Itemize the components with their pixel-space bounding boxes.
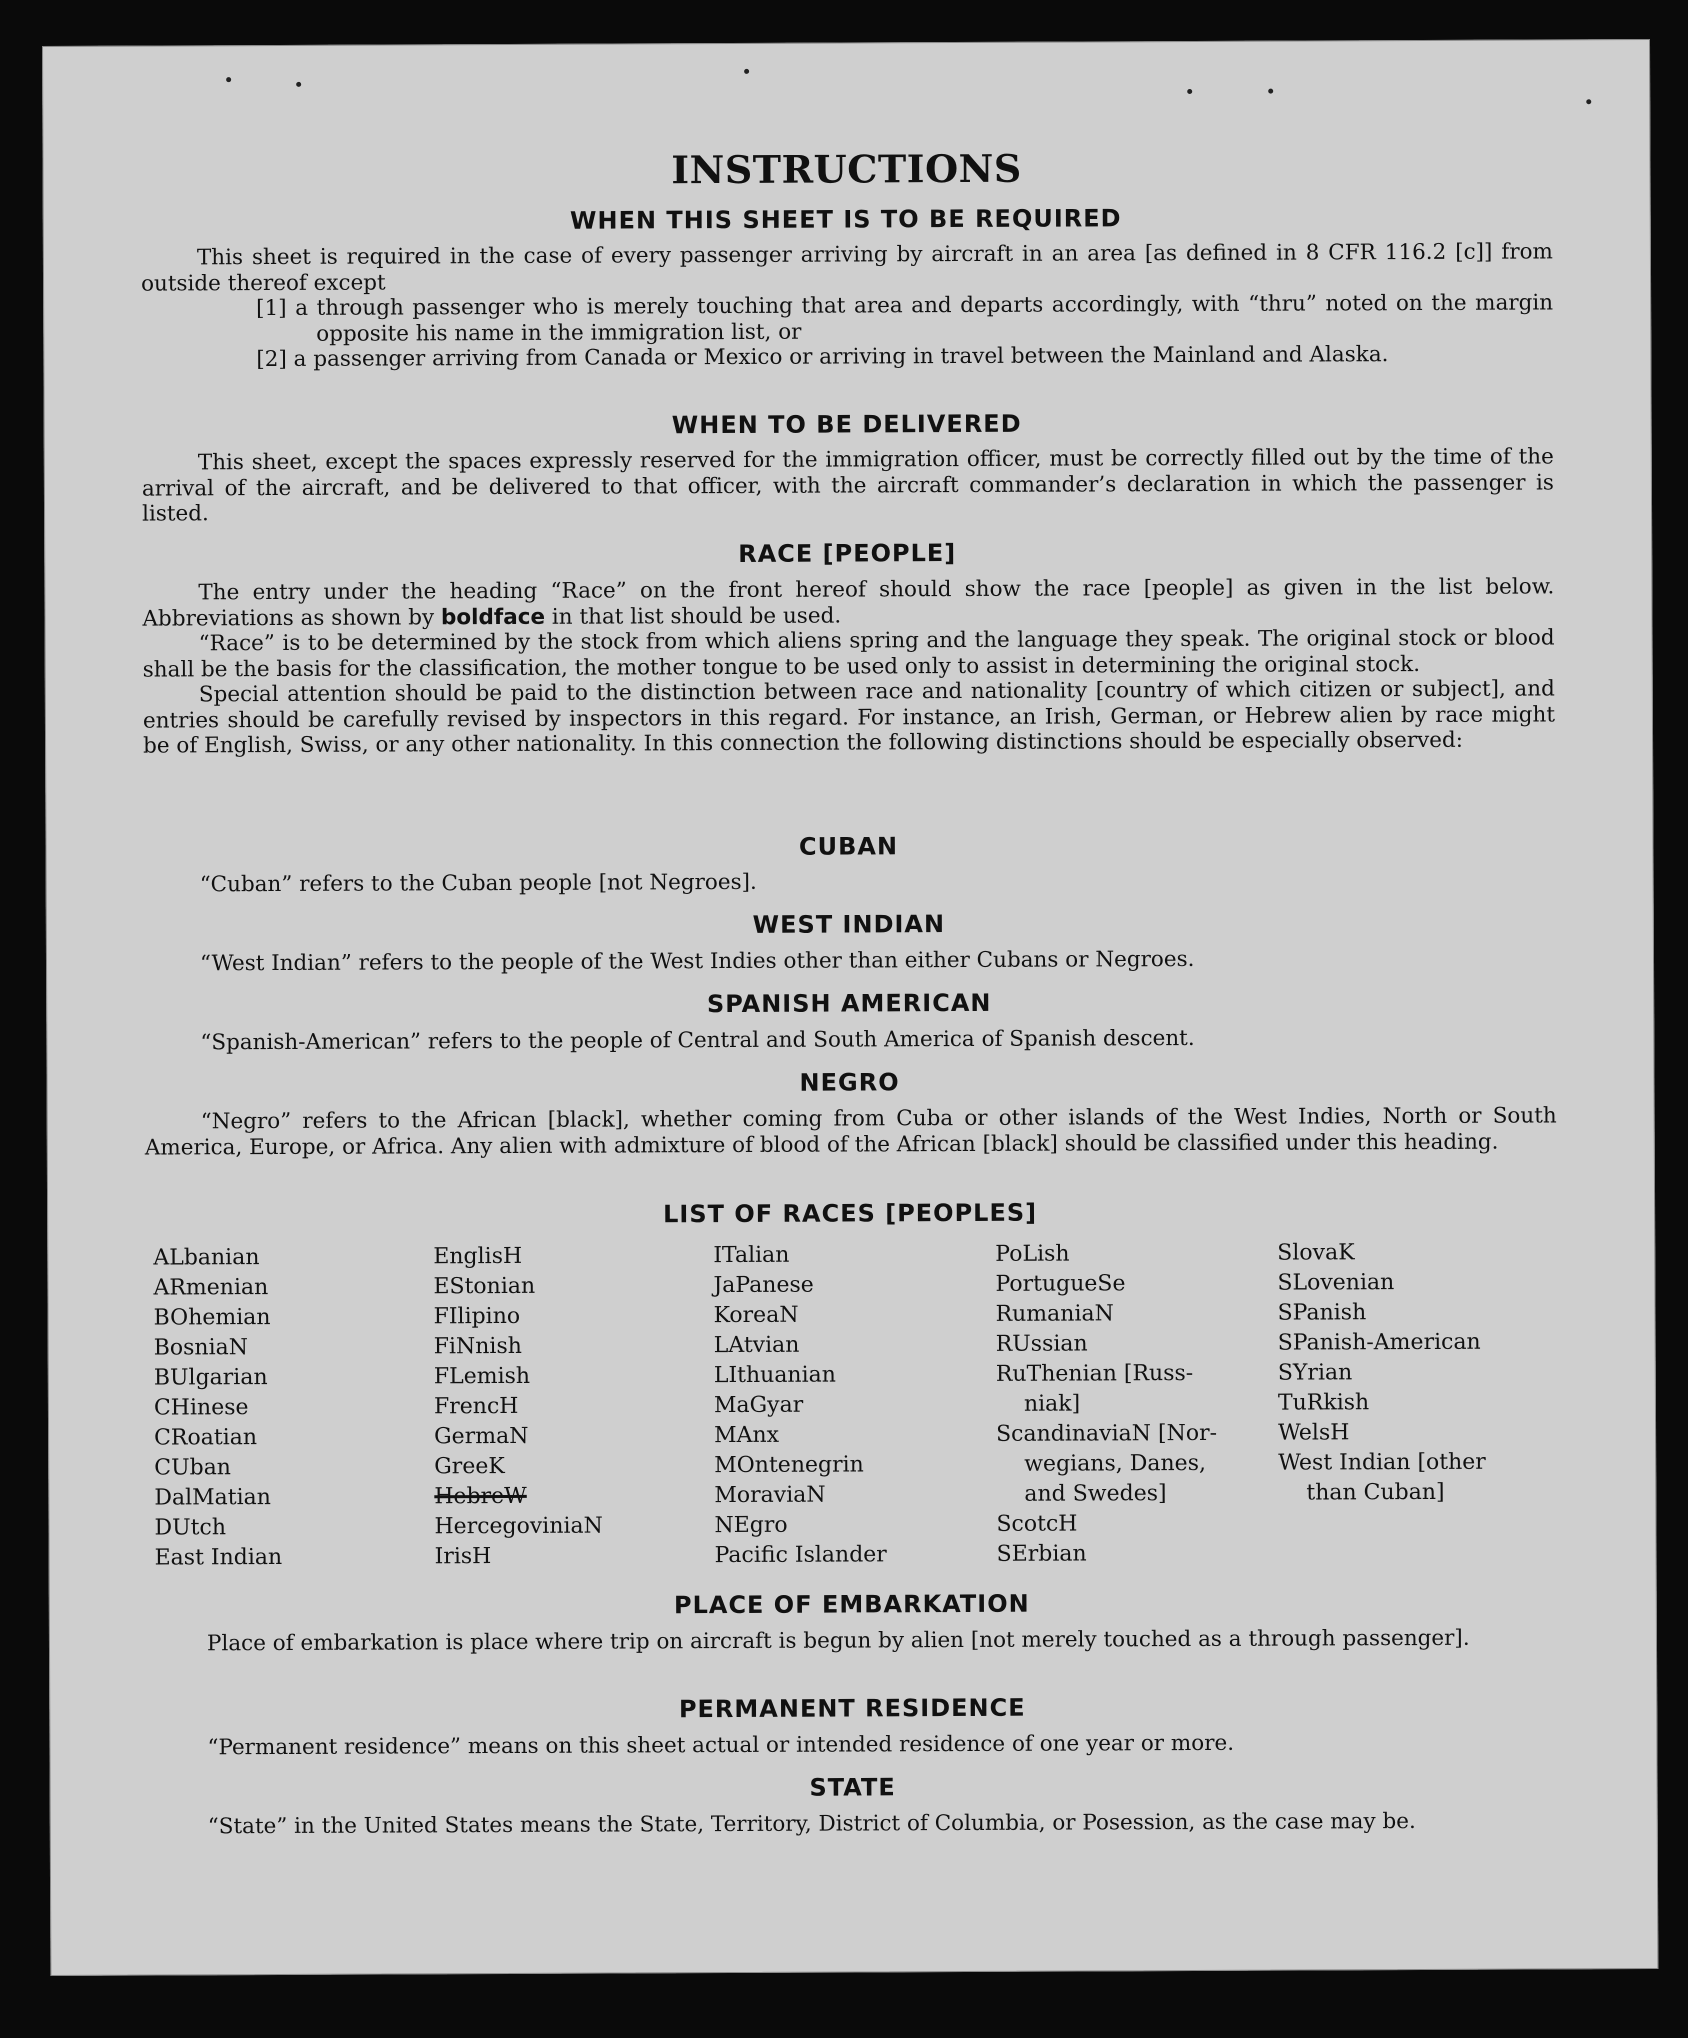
state-text (152, 1808, 1564, 1840)
section-heading-spanish-american: SPANISH AMERICAN (706, 988, 992, 1019)
race-item-struck: HebreW (434, 1483, 527, 1510)
document-page (42, 39, 1658, 1976)
race-item: LAtvian (713, 1332, 800, 1359)
race-item: SLovenian (1277, 1270, 1395, 1296)
exception-item-1: [1] a through passenger who is merely touching that area and departs accordingly, with “thru” noted on the margin opposite his name in the immigration list, or (256, 290, 1554, 347)
ink-speck (1187, 89, 1192, 94)
race-paragraph-1 (142, 574, 1554, 631)
race-item: MaGyar (713, 1392, 804, 1419)
race-item: CUban (154, 1455, 232, 1481)
race-item: KoreaN (713, 1302, 799, 1329)
embarkation-paragraph: Place of embarkation is place where trip on aircraft is begun by alien [not merely touched as a through passenger]. (206, 1625, 1470, 1657)
section-heading-west-indian: WEST INDIAN (752, 910, 946, 939)
race-item: FLemish (433, 1363, 531, 1390)
race-column-4 (995, 1239, 1217, 1570)
section-heading-negro: NEGRO (799, 1068, 900, 1097)
embarkation-text (151, 1625, 1563, 1657)
spanish-american-paragraph: “Spanish-American” refers to the people of Central and South America of Spanish descent. (200, 1025, 1195, 1056)
race-item: EnglisH (433, 1243, 523, 1270)
section-heading-cuban: CUBAN (798, 832, 899, 861)
race-item: RuThenian [Russ- (995, 1360, 1194, 1387)
cuban-paragraph: “Cuban” refers to the Cuban people [not Negroes]. (199, 869, 757, 898)
section-heading-race: RACE [PEOPLE] (738, 539, 957, 568)
race-item: PoLish (995, 1241, 1070, 1267)
section-heading-when-required: WHEN THIS SHEET IS TO BE REQUIRED (569, 204, 1122, 235)
race-item: ALbanian (153, 1245, 260, 1271)
ink-speck (296, 82, 301, 87)
race-paragraph-3: Special attention should be paid to the distinction between race and nationality [country of which citizen or subject], and entries should be carefully revised by inspectors in this regard. For instance, an Irish, German, or Hebrew alien by race might be of English, Swiss, or any other nationality. In this connection the following distinctions should be especially observed: (142, 676, 1555, 759)
when-delivered-paragraph: This sheet, except the spaces expressly reserved for the immigration officer, must be correctly filled out by the time of the arrival of the aircraft, and be delivered to that officer, with the aircraft commander’s declaration in which the passenger is listed. (141, 444, 1554, 527)
ink-speck (1268, 89, 1273, 94)
race-item: FrencH (433, 1393, 519, 1420)
section-heading-permanent-residence: PERMANENT RESIDENCE (678, 1693, 1026, 1724)
section-heading-when-delivered: WHEN TO BE DELIVERED (671, 409, 1022, 440)
race-column-3 (713, 1240, 887, 1571)
race-item: EStonian (433, 1273, 536, 1300)
when-required-paragraph: This sheet is required in the case of every passenger arriving by aircraft in an area [as defined in 8 CFR 116.2 [c]] from outside thereof except (140, 239, 1553, 297)
race-item: MoraviaN (714, 1482, 826, 1509)
race-item: DUtch (154, 1515, 227, 1541)
west-indian-text (144, 945, 1556, 977)
race-item: BosniaN (153, 1335, 249, 1361)
race-item: SPanish (1277, 1300, 1367, 1326)
cuban-text (144, 866, 1556, 898)
race-item: TuRkish (1277, 1390, 1370, 1416)
race-item: PortugueSe (995, 1271, 1126, 1297)
race-paragraph-2: “Race” is to be determined by the stock from which aliens spring and the language they speak. The original stock or blood shall be the basis for the classification, the mother tongue to be used only to assist in determining the original stock. (142, 625, 1555, 683)
race-item: East Indian (154, 1544, 283, 1571)
race-item: ScandinaviaN [Nor- (996, 1420, 1218, 1447)
race-text (142, 574, 1555, 759)
race-item: Pacific Islander (714, 1542, 887, 1569)
section-heading-embarkation: PLACE OF EMBARKATION (673, 1589, 1030, 1620)
state-paragraph: “State” in the United States means the State, Territory, District of Columbia, or Posession, as the case may be. (207, 1809, 1416, 1840)
race-item: JaPanese (713, 1272, 814, 1299)
race-item: DalMatian (154, 1485, 271, 1511)
race-item: ITalian (713, 1242, 790, 1269)
residence-paragraph: “Permanent residence” means on this sheet actual or intended residence of one year or more. (207, 1730, 1235, 1761)
race-item: ScotcH (996, 1511, 1078, 1537)
race-item: HercegoviniaN (434, 1513, 603, 1540)
race-column-5 (1277, 1238, 1486, 1509)
race-item: CHinese (153, 1395, 249, 1421)
race-item: SYrian (1277, 1360, 1353, 1386)
race-item: IrisH (434, 1544, 492, 1570)
ink-speck (226, 77, 231, 82)
spanish-american-text (144, 1024, 1556, 1056)
race-item: RumaniaN (995, 1301, 1114, 1327)
race-item: MOntenegrin (714, 1452, 864, 1479)
race-item: SlovaK (1277, 1240, 1355, 1266)
exception-item-2: [2] a passenger arriving from Canada or Mexico or arriving in travel between the Mainland and Alaska. (256, 342, 1389, 373)
section-heading-list-of-races: LIST OF RACES [PEOPLES] (663, 1198, 1038, 1229)
race-column-2 (433, 1242, 603, 1573)
ink-speck (744, 69, 749, 74)
race-list (153, 1237, 1584, 1583)
negro-paragraph: “Negro” refers to the African [black], whether coming from Cuba or other islands of the West Indies, North or South America, Europe, or Africa. Any alien with admixture of blood of the African [black] should be classified under this heading. (144, 1103, 1557, 1161)
race-item: NEgro (714, 1512, 788, 1539)
race-item: FiNnish (433, 1333, 522, 1360)
section-heading-state: STATE (809, 1773, 896, 1802)
race-item: WelsH (1278, 1420, 1350, 1446)
race-item: ARmenian (153, 1275, 269, 1301)
west-indian-paragraph: “West Indian” refers to the people of the West Indies other than either Cubans or Negroes. (199, 946, 1195, 977)
race-item: MAnx (714, 1422, 780, 1449)
page-title: INSTRUCTIONS (671, 145, 1022, 193)
negro-text (145, 1103, 1557, 1160)
race-item-continued: than Cuban] (1306, 1479, 1445, 1506)
residence-text (151, 1729, 1563, 1761)
race-p1-start: The entry under the heading “Race” on the front hereof should show the race [people] as given in the list below. Abbreviations as shown by (142, 574, 1555, 632)
race-item: FIlipino (433, 1303, 521, 1330)
race-item: CRoatian (154, 1425, 258, 1451)
race-item-continued: niak] (1023, 1391, 1081, 1417)
race-column-1 (153, 1243, 282, 1574)
race-item: GreeK (434, 1453, 505, 1480)
race-item: SErbian (996, 1541, 1087, 1567)
race-item: LIthuanian (713, 1362, 836, 1389)
race-item-continued: and Swedes] (1024, 1481, 1167, 1507)
race-item: BOhemian (153, 1305, 271, 1331)
race-item-continued: wegians, Danes, (1024, 1450, 1207, 1477)
race-item: RUssian (995, 1331, 1088, 1357)
race-item: West Indian [other (1278, 1449, 1486, 1476)
ink-speck (1586, 99, 1591, 104)
when-required-text (141, 239, 1554, 373)
boldface-term: boldface (440, 604, 546, 630)
race-item: SPanish-American (1277, 1329, 1481, 1356)
race-item: GermaN (434, 1423, 529, 1450)
race-item: BUlgarian (153, 1365, 268, 1391)
when-delivered-text (142, 444, 1554, 527)
race-p1-end: in that list should be used. (551, 603, 842, 630)
